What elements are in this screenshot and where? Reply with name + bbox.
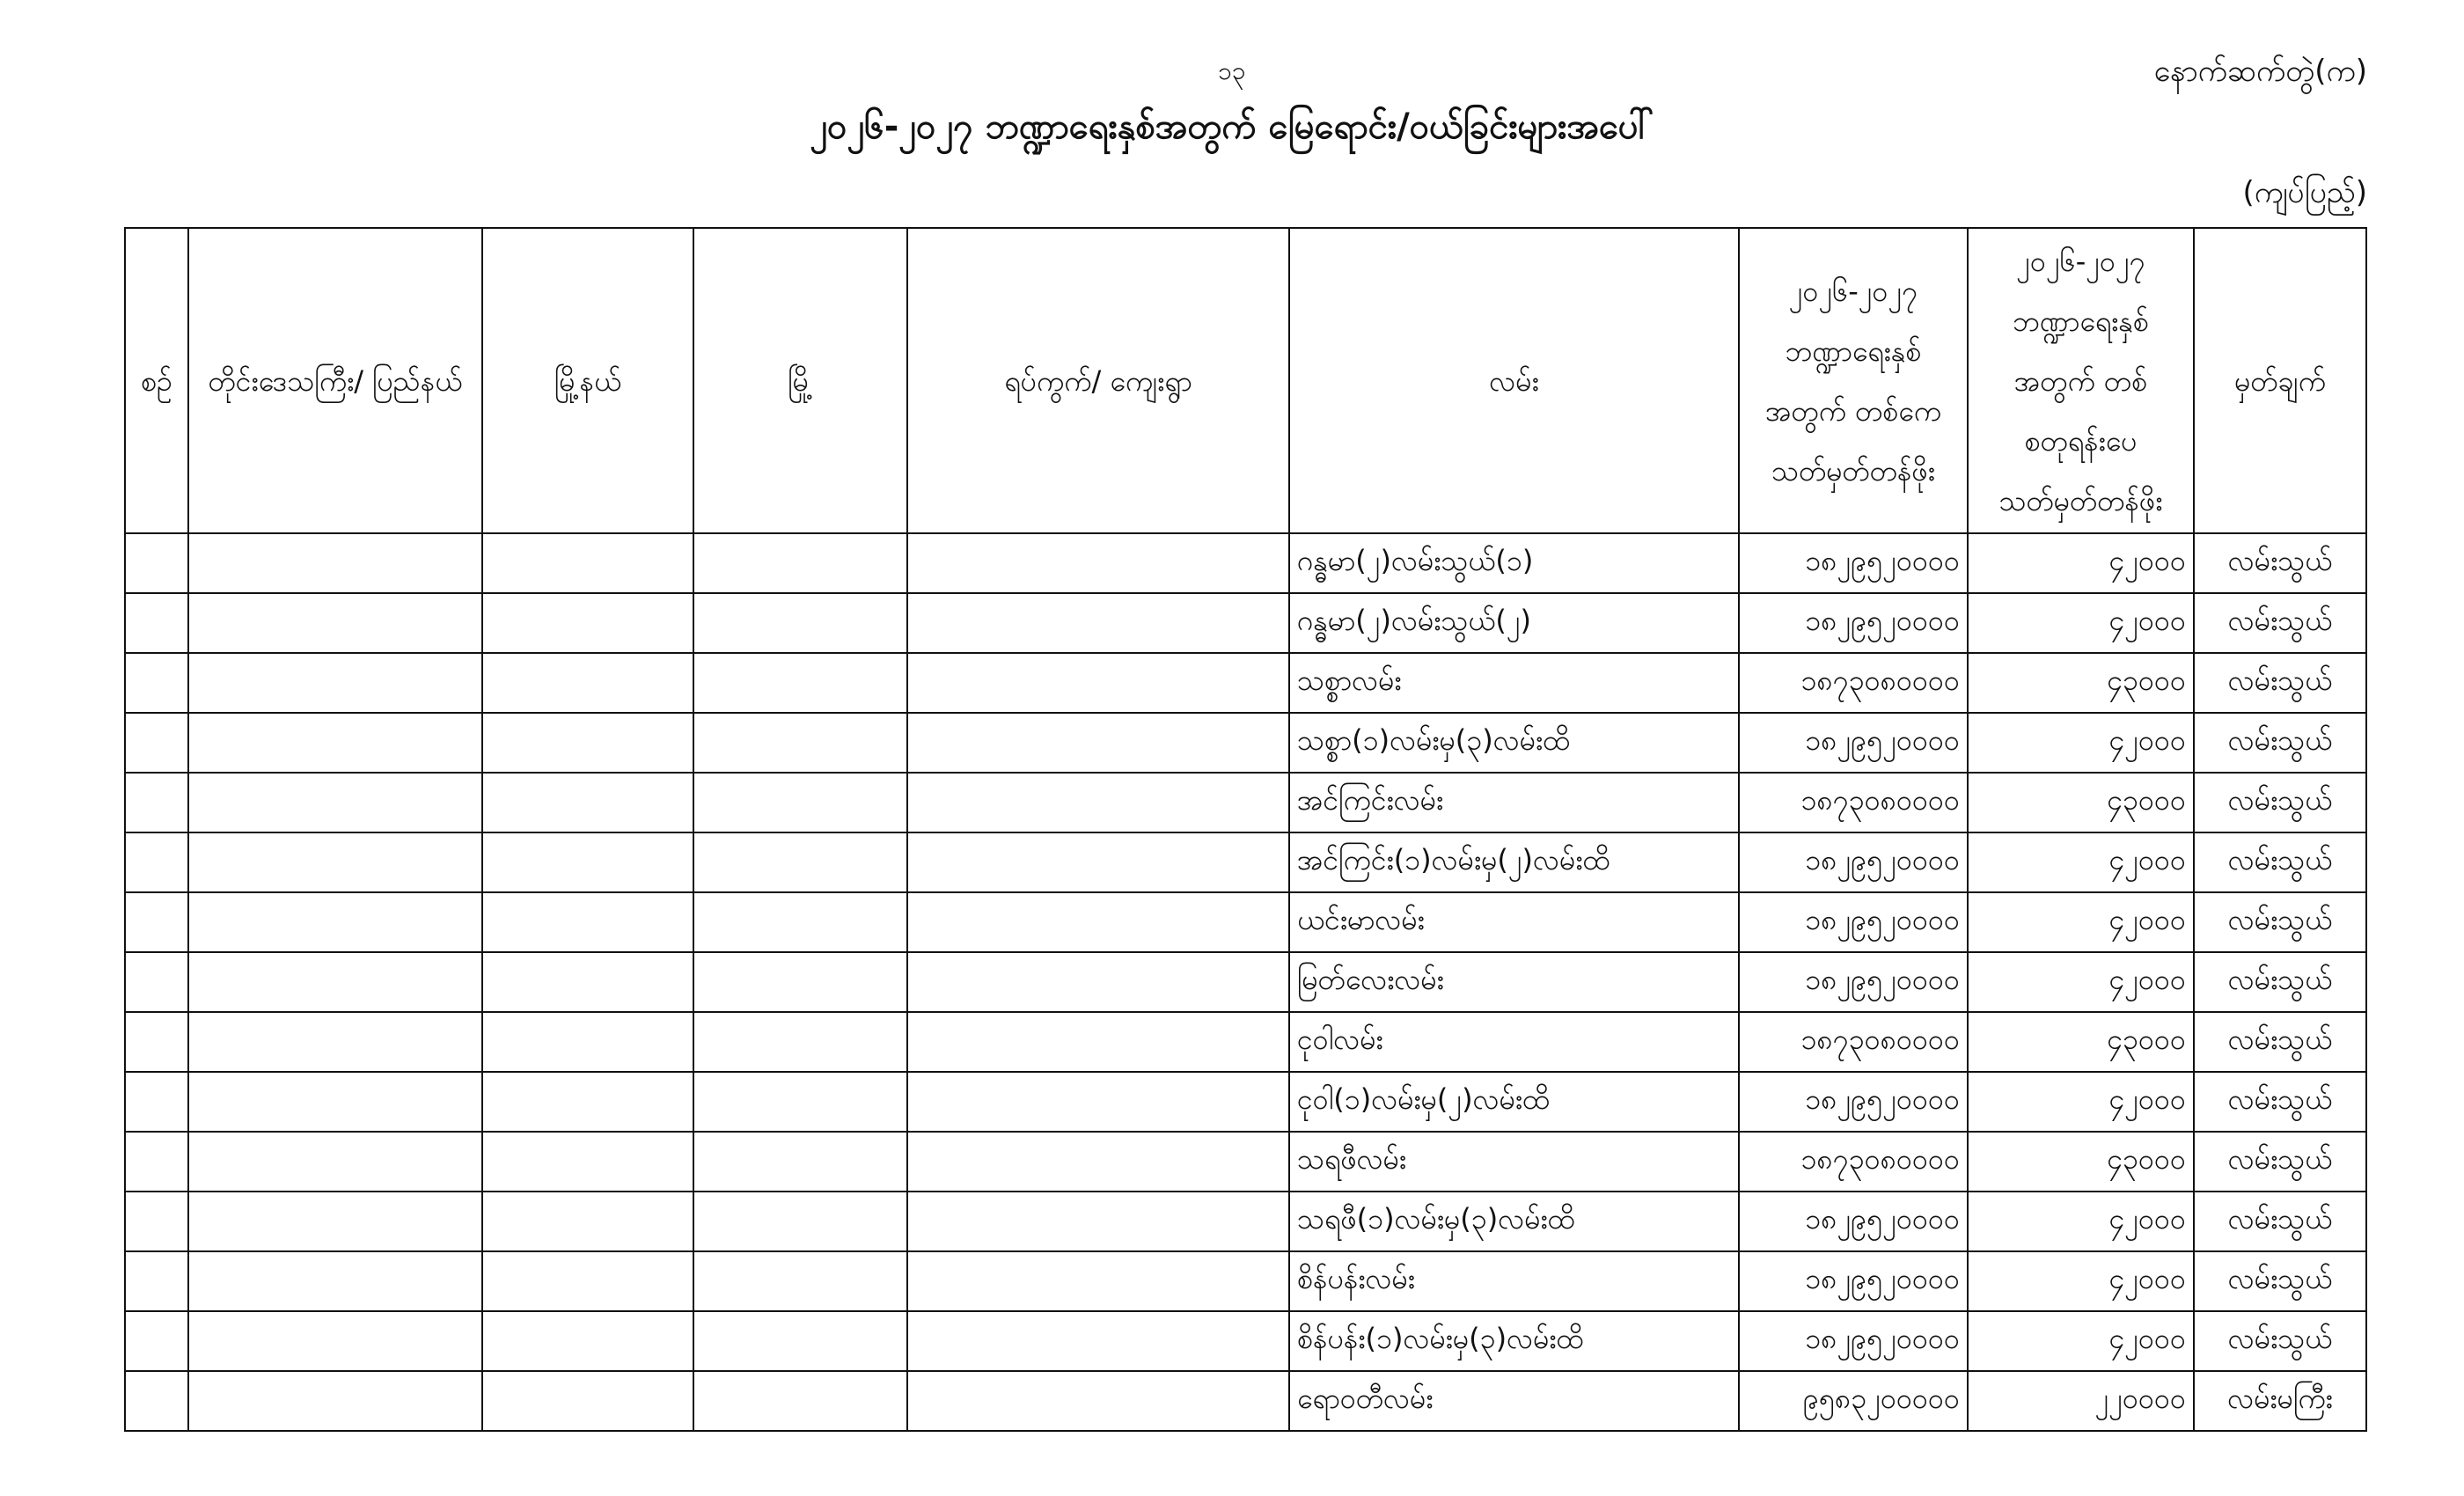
table-row — [125, 1132, 2366, 1192]
table-row — [125, 533, 2366, 593]
ward-cell — [907, 892, 1289, 952]
table-row — [125, 1311, 2366, 1371]
serial-cell — [125, 1371, 188, 1431]
ward-cell — [907, 713, 1289, 773]
value-per-acre-cell: ၁၈၇၃၀၈၀၀၀၀ — [1739, 1012, 1968, 1072]
town-cell — [693, 952, 907, 1012]
value-per-sqft-cell: ၄၂၀၀၀ — [1968, 832, 2194, 892]
street-cell: စိန်ပန်းလမ်း — [1289, 1251, 1739, 1311]
remark-cell: လမ်းမကြီး — [2194, 1371, 2366, 1431]
township-cell — [482, 1072, 693, 1132]
value-per-sqft-cell: ၄၂၀၀၀ — [1968, 892, 2194, 952]
value-per-acre-cell: ၁၈၂၉၅၂၀၀၀၀ — [1739, 713, 1968, 773]
region-cell — [188, 593, 482, 653]
column-header-region: တိုင်းဒေသကြီး/ ပြည်နယ် — [188, 228, 482, 533]
column-header-town: မြို့ — [693, 228, 907, 533]
page-number: ၁၃ — [1218, 56, 1246, 85]
value-per-sqft-cell: ၄၂၀၀၀ — [1968, 1251, 2194, 1311]
region-cell — [188, 952, 482, 1012]
region-cell — [188, 1072, 482, 1132]
remark-cell: လမ်းသွယ် — [2194, 653, 2366, 713]
region-cell — [188, 1311, 482, 1371]
town-cell — [693, 1192, 907, 1251]
township-cell — [482, 952, 693, 1012]
value-per-acre-cell: ၁၈၂၉၅၂၀၀၀၀ — [1739, 593, 1968, 653]
document-title: ၂၀၂၆-၂၀၂၇ ဘဏ္ဍာရေးနှစ်အတွက် မြေရောင်း/ဝယ်ခြင်းများအပေါ် — [810, 106, 1654, 147]
serial-cell — [125, 1072, 188, 1132]
remark-cell: လမ်းသွယ် — [2194, 952, 2366, 1012]
remark-cell: လမ်းသွယ် — [2194, 1192, 2366, 1251]
region-cell — [188, 1132, 482, 1192]
street-cell: မြတ်လေးလမ်း — [1289, 952, 1739, 1012]
value-per-sqft-cell: ၄၂၀၀၀ — [1968, 952, 2194, 1012]
serial-cell — [125, 773, 188, 832]
street-cell: အင်ကြင်းလမ်း — [1289, 773, 1739, 832]
serial-cell — [125, 713, 188, 773]
table-header-row — [125, 228, 2366, 533]
township-cell — [482, 773, 693, 832]
town-cell — [693, 773, 907, 832]
town-cell — [693, 1132, 907, 1192]
ward-cell — [907, 1251, 1289, 1311]
region-cell — [188, 713, 482, 773]
township-cell — [482, 533, 693, 593]
town-cell — [693, 653, 907, 713]
remark-cell: လမ်းသွယ် — [2194, 1132, 2366, 1192]
table-row — [125, 1012, 2366, 1072]
township-cell — [482, 653, 693, 713]
column-header-ward: ရပ်ကွက်/ ကျေးရွာ — [907, 228, 1289, 533]
town-cell — [693, 1251, 907, 1311]
town-cell — [693, 533, 907, 593]
table-row — [125, 1192, 2366, 1251]
remark-cell: လမ်းသွယ် — [2194, 1311, 2366, 1371]
column-header-remark: မှတ်ချက် — [2194, 228, 2366, 533]
township-cell — [482, 892, 693, 952]
serial-cell — [125, 1192, 188, 1251]
township-cell — [482, 593, 693, 653]
value-per-acre-cell: ၁၈၂၉၅၂၀၀၀၀ — [1739, 892, 1968, 952]
table-row — [125, 952, 2366, 1012]
township-cell — [482, 1371, 693, 1431]
street-cell: ယင်းမာလမ်း — [1289, 892, 1739, 952]
value-per-acre-cell: ၁၈၂၉၅၂၀၀၀၀ — [1739, 952, 1968, 1012]
serial-cell — [125, 1012, 188, 1072]
remark-cell: လမ်းသွယ် — [2194, 1012, 2366, 1072]
remark-cell: လမ်းသွယ် — [2194, 1072, 2366, 1132]
ward-cell — [907, 1311, 1289, 1371]
column-header-value-per-acre: ၂၀၂၆-၂၀၂၇ ဘဏ္ဍာရေးနှစ် အတွက် တစ်ကေ သတ်မှတ်တန်ဖိုး — [1739, 228, 1968, 533]
town-cell — [693, 1012, 907, 1072]
serial-cell — [125, 832, 188, 892]
region-cell — [188, 773, 482, 832]
town-cell — [693, 892, 907, 952]
serial-cell — [125, 1311, 188, 1371]
value-per-acre-cell: ၁၈၇၃၀၈၀၀၀၀ — [1739, 653, 1968, 713]
region-cell — [188, 832, 482, 892]
serial-cell — [125, 1132, 188, 1192]
land-value-table — [124, 227, 2367, 1432]
value-per-acre-cell: ၁၈၂၉၅၂၀၀၀၀ — [1739, 832, 1968, 892]
town-cell — [693, 1072, 907, 1132]
column-header-value-per-sqft: ၂၀၂၆-၂၀၂၇ ဘဏ္ဍာရေးနှစ် အတွက် တစ်စတုရန်းပေ သတ်မှတ်တန်ဖိုး — [1968, 228, 2194, 533]
serial-cell — [125, 952, 188, 1012]
remark-cell: လမ်းသွယ် — [2194, 1251, 2366, 1311]
ward-cell — [907, 832, 1289, 892]
region-cell — [188, 533, 482, 593]
region-cell — [188, 1012, 482, 1072]
value-per-sqft-cell: ၄၃၀၀၀ — [1968, 1132, 2194, 1192]
region-cell — [188, 1251, 482, 1311]
region-cell — [188, 892, 482, 952]
remark-cell: လမ်းသွယ် — [2194, 892, 2366, 952]
ward-cell — [907, 1072, 1289, 1132]
township-cell — [482, 1012, 693, 1072]
town-cell — [693, 832, 907, 892]
remark-cell: လမ်းသွယ် — [2194, 593, 2366, 653]
street-cell: ဂန္ဓမာ(၂)လမ်းသွယ်(၁) — [1289, 533, 1739, 593]
ward-cell — [907, 1132, 1289, 1192]
value-per-sqft-cell: ၂၂၀၀၀၀ — [1968, 1371, 2194, 1431]
serial-cell — [125, 533, 188, 593]
currency-unit: (ကျပ်ပြည့်) — [2242, 175, 2367, 210]
street-cell: စိန်ပန်း(၁)လမ်းမှ(၃)လမ်းထိ — [1289, 1311, 1739, 1371]
value-per-sqft-cell: ၄၂၀၀၀ — [1968, 1311, 2194, 1371]
value-per-acre-cell: ၁၈၇၃၀၈၀၀၀၀ — [1739, 773, 1968, 832]
remark-cell: လမ်းသွယ် — [2194, 533, 2366, 593]
ward-cell — [907, 533, 1289, 593]
township-cell — [482, 713, 693, 773]
ward-cell — [907, 1012, 1289, 1072]
township-cell — [482, 832, 693, 892]
value-per-acre-cell: ၁၈၂၉၅၂၀၀၀၀ — [1739, 1311, 1968, 1371]
serial-cell — [125, 593, 188, 653]
column-header-township: မြို့နယ် — [482, 228, 693, 533]
street-cell: သစ္စာလမ်း — [1289, 653, 1739, 713]
street-cell: ဂန္ဓမာ(၂)လမ်းသွယ်(၂) — [1289, 593, 1739, 653]
street-cell: သရဖီလမ်း — [1289, 1132, 1739, 1192]
value-per-sqft-cell: ၄၃၀၀၀ — [1968, 653, 2194, 713]
street-cell: သရဖီ(၁)လမ်းမှ(၃)လမ်းထိ — [1289, 1192, 1739, 1251]
value-per-acre-cell: ၁၈၂၉၅၂၀၀၀၀ — [1739, 533, 1968, 593]
serial-cell — [125, 1251, 188, 1311]
ward-cell — [907, 593, 1289, 653]
table-row — [125, 653, 2366, 713]
town-cell — [693, 713, 907, 773]
street-cell: အင်ကြင်း(၁)လမ်းမှ(၂)လမ်းထိ — [1289, 832, 1739, 892]
value-per-sqft-cell: ၄၂၀၀၀ — [1968, 713, 2194, 773]
table-row — [125, 892, 2366, 952]
ward-cell — [907, 653, 1289, 713]
region-cell — [188, 1192, 482, 1251]
value-per-sqft-cell: ၄၃၀၀၀ — [1968, 773, 2194, 832]
street-cell: ငုဝါ(၁)လမ်းမှ(၂)လမ်းထိ — [1289, 1072, 1739, 1132]
table-row — [125, 593, 2366, 653]
value-per-acre-cell: ၁၈၂၉၅၂၀၀၀၀ — [1739, 1192, 1968, 1251]
table-row — [125, 713, 2366, 773]
town-cell — [693, 1371, 907, 1431]
value-per-sqft-cell: ၄၂၀၀၀ — [1968, 533, 2194, 593]
township-cell — [482, 1132, 693, 1192]
street-cell: သစ္စာ(၁)လမ်းမှ(၃)လမ်းထိ — [1289, 713, 1739, 773]
region-cell — [188, 1371, 482, 1431]
ward-cell — [907, 773, 1289, 832]
value-per-acre-cell: ၁၈၂၉၅၂၀၀၀၀ — [1739, 1072, 1968, 1132]
column-header-street: လမ်း — [1289, 228, 1739, 533]
ward-cell — [907, 952, 1289, 1012]
remark-cell: လမ်းသွယ် — [2194, 832, 2366, 892]
table-row — [125, 773, 2366, 832]
remark-cell: လမ်းသွယ် — [2194, 773, 2366, 832]
value-per-sqft-cell: ၄၂၀၀၀ — [1968, 593, 2194, 653]
table-row — [125, 1371, 2366, 1431]
value-per-acre-cell: ၁၈၇၃၀၈၀၀၀၀ — [1739, 1132, 1968, 1192]
street-cell: ငုဝါလမ်း — [1289, 1012, 1739, 1072]
serial-cell — [125, 892, 188, 952]
township-cell — [482, 1311, 693, 1371]
town-cell — [693, 593, 907, 653]
value-per-sqft-cell: ၄၂၀၀၀ — [1968, 1072, 2194, 1132]
table-row — [125, 1072, 2366, 1132]
annex-label: နောက်ဆက်တွဲ(က) — [2153, 54, 2367, 89]
value-per-acre-cell: ၉၅၈၃၂၀၀၀၀၀ — [1739, 1371, 1968, 1431]
table-row — [125, 1251, 2366, 1311]
value-per-sqft-cell: ၄၃၀၀၀ — [1968, 1012, 2194, 1072]
township-cell — [482, 1192, 693, 1251]
remark-cell: လမ်းသွယ် — [2194, 713, 2366, 773]
serial-cell — [125, 653, 188, 713]
ward-cell — [907, 1371, 1289, 1431]
township-cell — [482, 1251, 693, 1311]
column-header-serial: စဉ် — [125, 228, 188, 533]
value-per-sqft-cell: ၄၂၀၀၀ — [1968, 1192, 2194, 1251]
street-cell: ရောဝတီလမ်း — [1289, 1371, 1739, 1431]
town-cell — [693, 1311, 907, 1371]
value-per-acre-cell: ၁၈၂၉၅၂၀၀၀၀ — [1739, 1251, 1968, 1311]
ward-cell — [907, 1192, 1289, 1251]
table-row — [125, 832, 2366, 892]
region-cell — [188, 653, 482, 713]
